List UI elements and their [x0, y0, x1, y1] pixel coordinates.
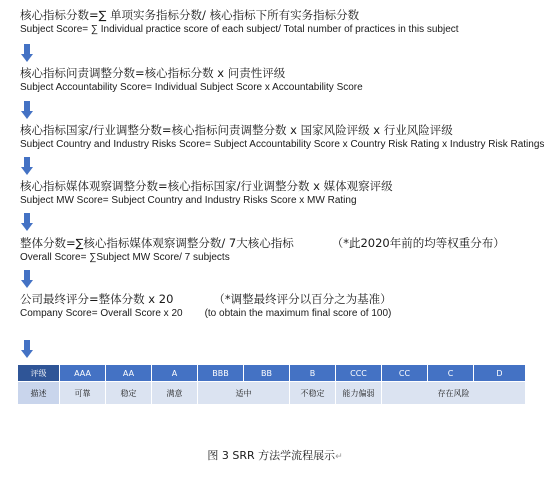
grade-cell: B: [290, 365, 336, 382]
caption-text: 图 3 SRR 方法学流程展示: [207, 449, 336, 462]
formula-cn: 核心指标问责调整分数=核心指标分数 x 问责性评级: [20, 66, 286, 80]
formula-cn-text: 整体分数=∑核心指标媒体观察调整分数/ 7大核心指标: [20, 236, 294, 250]
figure-caption: [0, 447, 550, 463]
grade-cell: C: [428, 365, 474, 382]
down-arrow-icon: [21, 44, 33, 62]
formula-cn: [20, 236, 505, 251]
description-cell: 稳定: [106, 382, 152, 405]
down-arrow-icon: [21, 213, 33, 231]
formula-en: Overall Score= ∑Subject MW Score/ 7 subjects: [20, 252, 230, 263]
formula-cn: 核心指标国家/行业调整分数=核心指标问责调整分数 x 国家风险评级 x 行业风险评级: [20, 123, 453, 137]
description-row: [18, 382, 526, 405]
formula-note-en: (to obtain the maximum final score of 100): [204, 308, 392, 319]
formula-subject-score: [20, 8, 459, 36]
down-arrow-icon: [21, 157, 33, 175]
down-arrow-icon: [21, 340, 33, 358]
description-cell: 适中: [198, 382, 290, 405]
formula-en: Subject Country and Industry Risks Score= Subject Accountability Score x Country Risk Rating x Industry Risk Ratings: [20, 139, 545, 150]
grade-cell: CC: [382, 365, 428, 382]
description-cell: 可靠: [60, 382, 106, 405]
formula-company-score: [20, 292, 392, 320]
formula-note-cn: （*此2020年前的均等权重分布）: [331, 236, 505, 250]
formula-en: Subject MW Score= Subject Country and Industry Risks Score x MW Rating: [20, 195, 357, 206]
grade-cell: CCC: [336, 365, 382, 382]
formula-cn: 核心指标媒体观察调整分数=核心指标国家/行业调整分数 x 媒体观察评级: [20, 179, 393, 193]
paragraph-mark-icon: ↵: [335, 452, 343, 462]
description-cell: 能力偏弱: [336, 382, 382, 405]
grade-cell: D: [474, 365, 526, 382]
formula-mw-score: [20, 179, 393, 207]
formula-overall-score: [20, 236, 505, 264]
formula-en: Subject Score= ∑ Individual practice score of each subject/ Total number of practices in this subject: [20, 24, 459, 35]
formula-cn: 核心指标分数=∑ 单项实务指标分数/ 核心指标下所有实务指标分数: [20, 8, 360, 22]
grade-cell: A: [152, 365, 198, 382]
description-header-cell: 描述: [18, 382, 60, 405]
formula-cn: [20, 292, 392, 307]
rating-scale-table: [17, 364, 526, 405]
formula-country-industry-score: [20, 123, 544, 151]
description-cell: 不稳定: [290, 382, 336, 405]
formula-cn-text: 公司最终评分=整体分数 x 20: [20, 292, 174, 306]
description-cell: 存在风险: [382, 382, 526, 405]
formula-en: Subject Accountability Score= Individual Subject Score x Accountability Score: [20, 82, 363, 93]
description-cell: 满意: [152, 382, 198, 405]
grade-cell: BB: [244, 365, 290, 382]
down-arrow-icon: [21, 101, 33, 119]
formula-en: [20, 307, 392, 320]
down-arrow-icon: [21, 270, 33, 288]
grade-cell: AAA: [60, 365, 106, 382]
grade-cell: BBB: [198, 365, 244, 382]
grade-header-cell: 评级: [18, 365, 60, 382]
formula-note-cn: （*调整最终评分以百分之为基准）: [213, 292, 392, 306]
formula-en-text: Company Score= Overall Score x 20: [20, 308, 183, 319]
formula-accountability-score: [20, 66, 363, 94]
grade-cell: AA: [106, 365, 152, 382]
grade-row: [18, 365, 526, 382]
